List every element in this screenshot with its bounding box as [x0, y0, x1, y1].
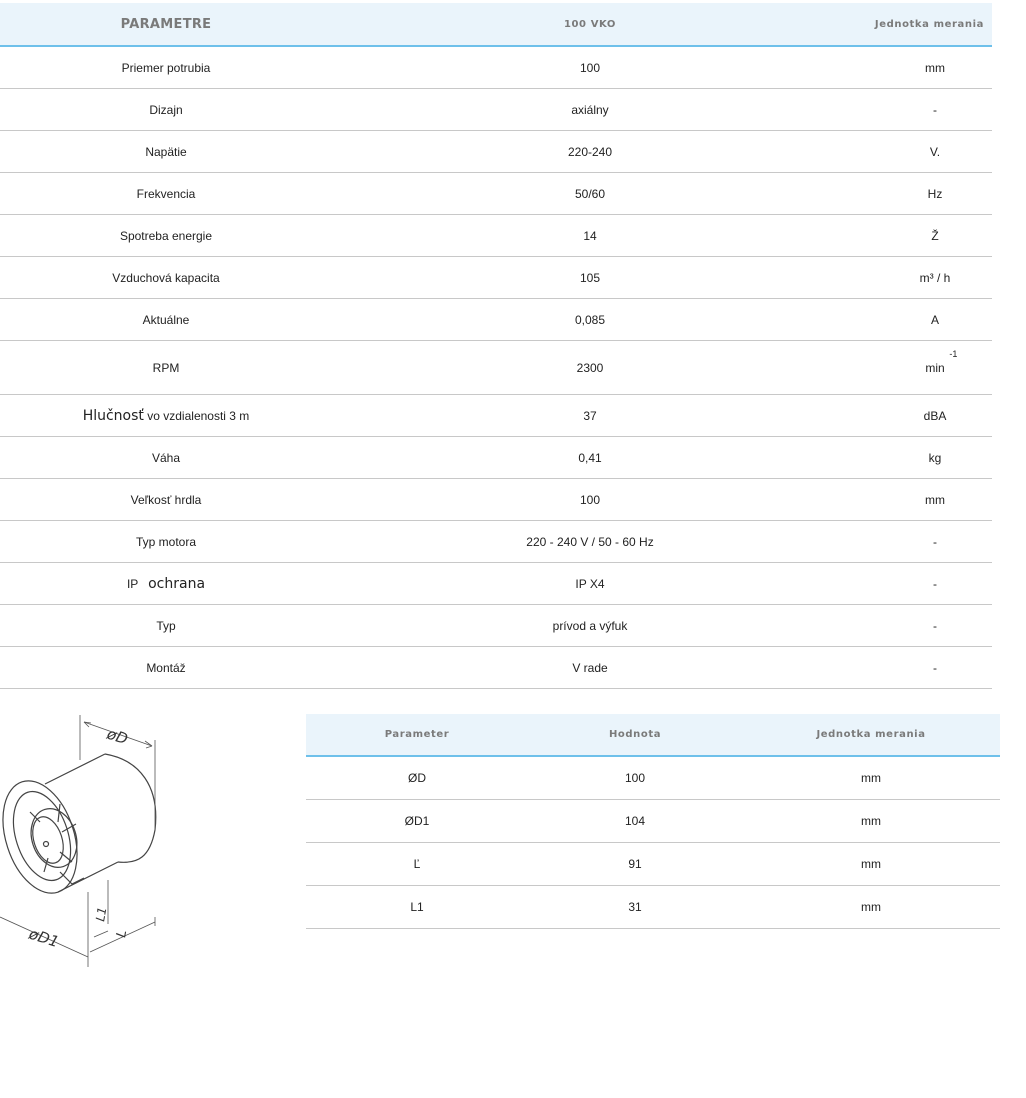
unit-cell: mm: [742, 800, 1000, 843]
param-cell: ØD: [306, 756, 528, 800]
table-row: [0, 46, 992, 89]
header-unit: Jednotka merania: [742, 714, 1000, 756]
header-value: Hodnota: [528, 714, 742, 756]
header-parametre: PARAMETRE: [0, 3, 332, 46]
table-row: [306, 800, 1000, 843]
unit-cell: [848, 341, 992, 395]
value-cell: 0,085: [332, 299, 848, 341]
value-cell: prívod a výfuk: [332, 605, 848, 647]
param-cell: Typ: [0, 605, 332, 647]
param-cell: Priemer potrubia: [0, 46, 332, 89]
header-model: 100 VKO: [332, 3, 848, 46]
unit-cell: A: [848, 299, 992, 341]
unit-cell: mm: [848, 46, 992, 89]
unit-cell: m³ / h: [848, 257, 992, 299]
param-cell: Typ motora: [0, 521, 332, 563]
param-ip-label: IP: [126, 576, 139, 591]
value-cell: 100: [528, 756, 742, 800]
table-row: [0, 521, 992, 563]
value-cell: IP X4: [332, 563, 848, 605]
param-ip-suffix: ochrana: [148, 575, 206, 592]
unit-cell: mm: [742, 886, 1000, 929]
param-cell: ØD1: [306, 800, 528, 843]
dimensions-header-row: [306, 714, 1000, 756]
table-row: [0, 89, 992, 131]
value-cell: 2300: [332, 341, 848, 395]
param-cell: Napätie: [0, 131, 332, 173]
label-l1: L1: [93, 905, 110, 923]
param-cell: [0, 395, 332, 437]
unit-superscript: -1: [949, 348, 958, 359]
label-l: L: [114, 928, 131, 939]
unit-cell: dBA: [848, 395, 992, 437]
fan-outline: [0, 754, 156, 903]
specs-table: [0, 3, 992, 689]
table-row: [0, 479, 992, 521]
table-row: [306, 756, 1000, 800]
value-cell: 37: [332, 395, 848, 437]
header-parameter: Parameter: [306, 714, 528, 756]
table-row: [0, 131, 992, 173]
value-cell: axiálny: [332, 89, 848, 131]
value-cell: 0,41: [332, 437, 848, 479]
unit-cell: mm: [742, 843, 1000, 886]
table-row: [0, 563, 992, 605]
table-row: [0, 395, 992, 437]
table-row: [0, 173, 992, 215]
table-row: [0, 605, 992, 647]
value-cell: 220-240: [332, 131, 848, 173]
param-noise-suffix: vo vzdialenosti 3 m: [147, 408, 250, 423]
unit-base: min: [925, 360, 945, 375]
header-unit: Jednotka merania: [848, 3, 992, 46]
unit-cell: -: [848, 647, 992, 689]
dimension-lines: [0, 715, 155, 967]
unit-cell: -: [848, 563, 992, 605]
table-row: [0, 257, 992, 299]
table-row: [0, 437, 992, 479]
table-row: [0, 341, 992, 395]
value-cell: 50/60: [332, 173, 848, 215]
value-cell: 31: [528, 886, 742, 929]
table-row: [306, 886, 1000, 929]
unit-cell: Hz: [848, 173, 992, 215]
value-cell: 104: [528, 800, 742, 843]
param-cell: L1: [306, 886, 528, 929]
param-cell: Veľkosť hrdla: [0, 479, 332, 521]
unit-cell: -: [848, 89, 992, 131]
param-noise-label: Hlučnosť: [82, 407, 144, 424]
unit-cell: V.: [848, 131, 992, 173]
value-cell: 14: [332, 215, 848, 257]
param-cell: Spotreba energie: [0, 215, 332, 257]
param-cell: Vzduchová kapacita: [0, 257, 332, 299]
param-cell: Ľ: [306, 843, 528, 886]
param-cell: Frekvencia: [0, 173, 332, 215]
value-cell: V rade: [332, 647, 848, 689]
param-cell: Dizajn: [0, 89, 332, 131]
unit-cell: mm: [742, 756, 1000, 800]
unit-cell: mm: [848, 479, 992, 521]
param-cell: Váha: [0, 437, 332, 479]
label-od1: øD1: [26, 924, 62, 952]
unit-cell: kg: [848, 437, 992, 479]
value-cell: 105: [332, 257, 848, 299]
unit-cell: -: [848, 521, 992, 563]
specs-header-row: [0, 3, 992, 46]
param-cell: RPM: [0, 341, 332, 395]
table-row: [306, 843, 1000, 886]
param-cell: Montáž: [0, 647, 332, 689]
value-cell: 220 - 240 V / 50 - 60 Hz: [332, 521, 848, 563]
unit-min-inverse: [925, 348, 958, 375]
value-cell: 91: [528, 843, 742, 886]
table-row: [0, 647, 992, 689]
table-row: [0, 299, 992, 341]
value-cell: 100: [332, 46, 848, 89]
fan-dimension-drawing: [0, 712, 170, 972]
unit-cell: -: [848, 605, 992, 647]
label-od: øD: [104, 724, 131, 749]
unit-cell: Ž: [848, 215, 992, 257]
param-cell: Aktuálne: [0, 299, 332, 341]
dimensions-table: [306, 714, 1000, 929]
param-cell: [0, 563, 332, 605]
table-row: [0, 215, 992, 257]
value-cell: 100: [332, 479, 848, 521]
